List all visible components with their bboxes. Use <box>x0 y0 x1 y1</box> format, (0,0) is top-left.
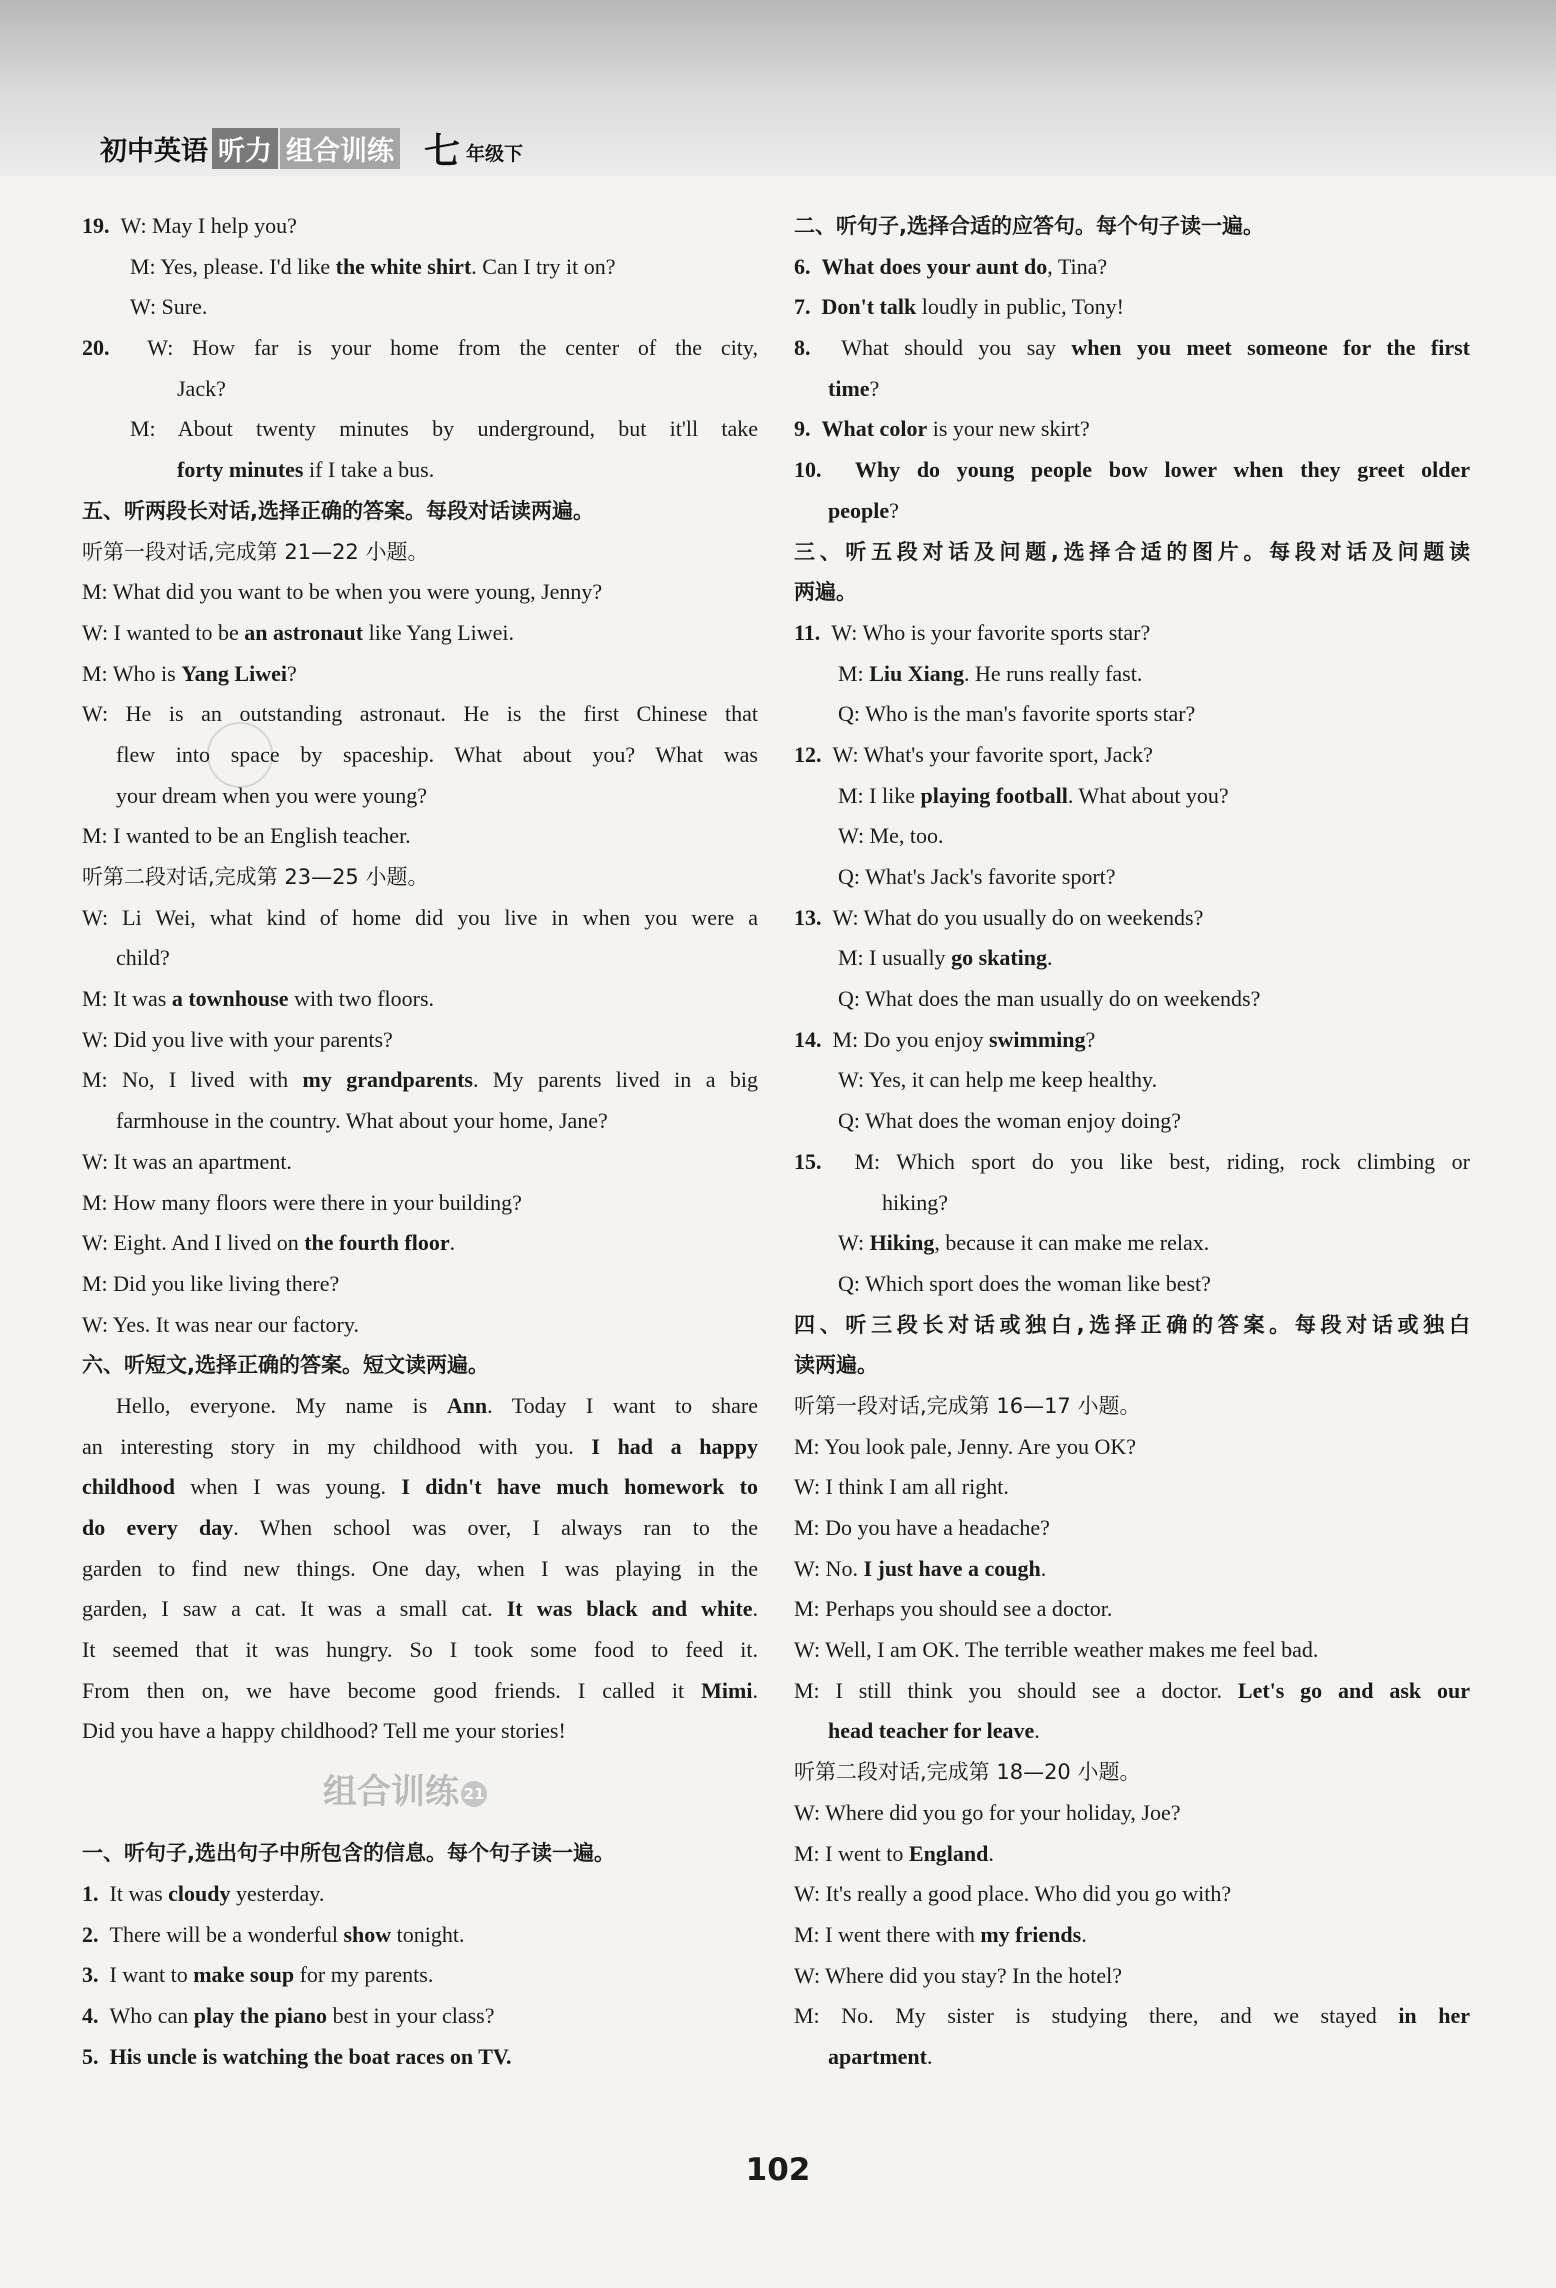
text-segment: M: I usually <box>838 945 952 971</box>
text-line <box>82 694 758 735</box>
text-line <box>82 1020 758 1061</box>
text-segment: Q: What's Jack's favorite sport? <box>838 864 1116 889</box>
text-line <box>794 409 1470 450</box>
text-segment: 20. <box>82 335 110 361</box>
text-segment: playing football <box>920 782 1068 808</box>
text-line <box>82 898 758 939</box>
text-line <box>82 572 758 613</box>
text-segment: , because it can make me relax. <box>934 1230 1210 1256</box>
text-segment: in her <box>1398 2003 1470 2029</box>
text-line <box>794 1793 1470 1834</box>
text-segment: . He runs really fast. <box>963 660 1143 686</box>
text-segment: 12. <box>794 741 822 767</box>
text-segment: W: Eight. And I lived on <box>82 1230 305 1256</box>
text-segment: 15. <box>794 1148 822 1174</box>
text-segment: What should you say <box>810 335 1072 361</box>
text-segment: 14. <box>794 1026 822 1052</box>
section-heading <box>794 1345 1470 1386</box>
section-heading <box>82 1833 758 1874</box>
text-segment: M: Who is <box>82 660 182 686</box>
text-line <box>82 409 758 450</box>
text-segment: . Can I try it on? <box>471 253 616 279</box>
text-segment: 7. <box>794 294 811 320</box>
text-segment: M: Did you like living there? <box>82 1270 340 1296</box>
text-segment: forty minutes <box>177 457 304 483</box>
text-segment: head teacher for leave <box>828 1718 1035 1744</box>
text-segment: 13. <box>794 904 822 930</box>
text-segment: do every day <box>82 1515 234 1540</box>
text-line <box>794 1427 1470 1468</box>
text-segment: 听第二段对话,完成第 23—25 小题。 <box>82 865 429 889</box>
text-segment: W: <box>838 1230 870 1256</box>
text-segment: an astronaut <box>244 619 364 645</box>
text-line <box>794 328 1470 369</box>
text-segment: Let's go and ask our <box>1237 1677 1470 1703</box>
text-segment: W: It's really a good place. Who did you go with? <box>794 1881 1232 1907</box>
text-line <box>794 1956 1470 1997</box>
text-segment: ? <box>286 660 297 686</box>
tag-combo-training: 组合训练 <box>280 128 400 169</box>
text-segment: W: May I help you? <box>109 213 297 238</box>
text-segment: 2. <box>82 1921 99 1947</box>
text-segment: 8. <box>794 335 811 361</box>
text-segment: Hiking <box>869 1230 935 1256</box>
text-segment: What color <box>821 416 928 442</box>
text-segment: Did you have a happy childhood? Tell me your stories! <box>82 1718 566 1744</box>
page-number: 102 <box>745 2152 811 2188</box>
text-line <box>794 938 1470 979</box>
text-segment: farmhouse in the country. What about your home, Jane? <box>116 1108 608 1134</box>
text-line <box>794 1386 1470 1427</box>
text-segment: 6. <box>794 253 811 279</box>
text-segment: M: Yes, please. I'd like <box>130 253 336 279</box>
text-segment: 一、听句子,选出句子中所包含的信息。每个句子读一遍。 <box>82 1841 615 1866</box>
text-segment: M: I like <box>838 782 921 808</box>
text-segment: Q: Which sport does the woman like best? <box>838 1270 1211 1296</box>
text-segment: yesterday. <box>230 1880 325 1906</box>
text-line <box>82 247 758 288</box>
text-segment: I just have a cough <box>863 1555 1041 1581</box>
text-segment: 听第一段对话,完成第 21—22 小题。 <box>82 539 429 564</box>
text-segment: loudly in public, Tony! <box>916 294 1124 320</box>
text-segment: Q: What does the woman enjoy doing? <box>838 1108 1181 1134</box>
text-segment: I had a happy <box>591 1433 758 1459</box>
text-segment: From then on, we have become good friends. I called it <box>82 1677 702 1703</box>
text-segment: . Today I want to share <box>487 1392 758 1418</box>
text-line <box>794 1711 1470 1752</box>
text-segment: . My parents lived in a big <box>472 1067 758 1093</box>
text-line <box>82 1060 758 1101</box>
text-segment: M: What did you want to be when you were young, Jenny? <box>82 579 603 605</box>
text-segment: flew into space by spaceship. What about you? What was <box>116 741 758 767</box>
text-line <box>794 1101 1470 1142</box>
text-segment: child? <box>116 945 170 971</box>
text-segment: . <box>1047 945 1053 971</box>
text-segment: ? <box>869 375 880 401</box>
series-label: 初中英语 <box>100 135 208 167</box>
text-line <box>794 1874 1470 1915</box>
text-line <box>82 450 758 491</box>
text-segment: . <box>752 1677 758 1703</box>
text-segment: Don't talk <box>821 294 917 320</box>
combo-title-text: 组合训练 <box>323 1772 459 1813</box>
text-line <box>794 491 1470 532</box>
text-segment: Jack? <box>177 375 226 401</box>
text-line <box>82 735 758 776</box>
text-line <box>82 938 758 979</box>
text-line <box>82 979 758 1020</box>
text-segment: when I was young. <box>174 1474 402 1500</box>
text-segment: 3. <box>82 1962 99 1988</box>
text-line <box>794 1020 1470 1061</box>
text-segment: It seemed that it was hungry. So I took some food to feed it. <box>82 1637 758 1663</box>
text-segment: ? <box>1085 1026 1096 1052</box>
text-line <box>794 1508 1470 1549</box>
left-column <box>82 206 758 2077</box>
text-line <box>82 532 758 573</box>
text-segment: It was <box>98 1880 169 1906</box>
text-segment: . <box>1034 1718 1040 1744</box>
text-line <box>794 694 1470 735</box>
text-segment: M: No, I lived with <box>82 1067 303 1093</box>
section-heading <box>82 1345 758 1386</box>
text-segment: M: I went to <box>794 1840 909 1866</box>
text-segment: W: Li Wei, what kind of home did you live in when you were a <box>82 904 758 930</box>
text-line <box>82 1386 758 1427</box>
text-segment <box>811 294 822 319</box>
text-line <box>82 776 758 817</box>
text-segment: apartment <box>828 2043 927 2069</box>
text-segment: Why do young people bow lower when they greet older <box>854 457 1470 483</box>
text-segment: M: <box>838 660 870 686</box>
text-segment: M: I wanted to be an English teacher. <box>82 823 411 849</box>
text-segment: I want to <box>98 1962 194 1988</box>
text-segment: show <box>343 1921 392 1947</box>
text-line <box>82 1264 758 1305</box>
book-title <box>100 128 524 172</box>
text-segment: W: Did you live with your parents? <box>82 1026 393 1052</box>
text-line <box>82 1305 758 1346</box>
text-segment: go skating <box>951 945 1048 971</box>
text-segment: . What about you? <box>1067 782 1229 808</box>
section-heading <box>82 491 758 532</box>
text-line <box>794 1549 1470 1590</box>
section-heading <box>794 572 1470 613</box>
text-segment: Q: What does the man usually do on weekends? <box>838 986 1261 1012</box>
grade-label: 七 <box>424 130 461 172</box>
text-line <box>794 1060 1470 1101</box>
text-line <box>794 1264 1470 1305</box>
text-line <box>794 2037 1470 2078</box>
text-segment: is your new skirt? <box>927 416 1090 442</box>
text-line <box>82 1549 758 1590</box>
text-line <box>794 979 1470 1020</box>
text-segment: Q: Who is the man's favorite sports star? <box>838 701 1196 727</box>
text-line <box>82 1915 758 1956</box>
text-segment: M: It was <box>82 986 172 1012</box>
text-line <box>82 613 758 654</box>
text-segment: W: What do you usually do on weekends? <box>821 904 1204 930</box>
text-line <box>82 654 758 695</box>
text-segment: 二、听句子,选择合适的应答句。每个句子读一遍。 <box>794 214 1264 238</box>
text-segment: garden, I saw a cat. It was a small cat. <box>82 1596 507 1622</box>
text-segment: 六、听短文,选择正确的答案。短文读两遍。 <box>82 1353 489 1378</box>
text-line <box>82 1101 758 1142</box>
text-segment: M: Do you enjoy <box>821 1026 989 1052</box>
text-segment: . <box>752 1596 758 1622</box>
text-segment: There will be a wonderful <box>98 1921 344 1947</box>
text-segment: W: What's your favorite sport, Jack? <box>821 741 1153 767</box>
text-segment: the white shirt <box>335 253 472 279</box>
text-segment: W: Yes, it can help me keep healthy. <box>838 1067 1158 1093</box>
text-segment: M: About twenty minutes by underground, but it'll take <box>130 416 758 442</box>
text-line <box>82 287 758 328</box>
text-segment: M: You look pale, Jenny. Are you OK? <box>794 1433 1136 1459</box>
combo-number-badge: 21 <box>461 1781 487 1807</box>
text-segment: Hello, everyone. My name is <box>116 1392 447 1418</box>
text-line <box>82 1711 758 1752</box>
text-segment: England <box>908 1840 989 1866</box>
text-line <box>82 1955 758 1996</box>
section-heading <box>794 206 1470 247</box>
text-segment: . <box>926 2043 933 2069</box>
text-segment: cloudy <box>168 1880 231 1906</box>
text-segment: M: How many floors were there in your building? <box>82 1189 522 1215</box>
text-segment: W: I think I am all right. <box>794 1474 1009 1500</box>
section-heading <box>794 532 1470 573</box>
text-segment: , Tina? <box>1047 253 1108 279</box>
text-segment: the fourth floor <box>304 1230 450 1256</box>
text-segment: 1. <box>82 1880 99 1906</box>
page-header <box>0 0 1556 176</box>
text-segment: ? <box>889 497 899 523</box>
text-line <box>82 2037 758 2078</box>
text-segment: W: How far is your home from the center of the city, <box>109 335 758 361</box>
text-segment: Liu Xiang <box>869 660 964 686</box>
text-line <box>794 450 1470 491</box>
text-segment: W: Yes. It was near our factory. <box>82 1311 359 1337</box>
text-segment: when you meet someone for the first <box>1071 335 1470 361</box>
text-segment: swimming <box>988 1026 1086 1052</box>
text-line <box>794 816 1470 857</box>
text-segment <box>822 457 855 482</box>
text-segment: . <box>1040 1555 1047 1581</box>
text-segment: Who can <box>98 2002 194 2028</box>
text-segment: like Yang Liwei. <box>363 619 515 645</box>
text-line <box>82 1671 758 1712</box>
text-line <box>794 613 1470 654</box>
text-segment: W: Me, too. <box>838 823 944 849</box>
text-segment: with two floors. <box>288 986 435 1012</box>
text-segment: tonight. <box>391 1921 465 1947</box>
text-line <box>82 206 758 247</box>
text-segment: best in your class? <box>327 2002 495 2028</box>
text-segment: W: It was an apartment. <box>82 1148 292 1174</box>
text-segment: people <box>828 497 890 523</box>
text-segment: . When school was over, I always ran to the <box>233 1515 758 1540</box>
text-segment: Yang Liwei <box>181 660 287 686</box>
text-line <box>82 1467 758 1508</box>
text-line <box>82 1427 758 1468</box>
text-segment: an interesting story in my childhood with you. <box>82 1433 592 1459</box>
text-line <box>82 1589 758 1630</box>
text-segment: . <box>1081 1921 1087 1947</box>
combo-training-title <box>82 1752 758 1833</box>
text-segment: M: Which sport do you like best, riding, rock climbing or <box>821 1148 1470 1174</box>
text-line <box>794 654 1470 695</box>
text-segment: W: Where did you stay? In the hotel? <box>794 1962 1123 1988</box>
text-line <box>794 1915 1470 1956</box>
text-line <box>794 1142 1470 1183</box>
text-line <box>794 898 1470 939</box>
right-column <box>794 206 1470 2078</box>
text-segment: childhood <box>82 1474 175 1500</box>
text-segment: W: Sure. <box>130 294 208 320</box>
text-segment: my grandparents <box>302 1067 473 1093</box>
text-line <box>794 735 1470 776</box>
text-line <box>794 1752 1470 1793</box>
text-segment: a townhouse <box>171 986 289 1012</box>
text-line <box>794 857 1470 898</box>
text-segment: 五、听两段长对话,选择正确的答案。每段对话读两遍。 <box>82 498 594 523</box>
text-line <box>794 1589 1470 1630</box>
text-segment <box>811 254 822 279</box>
text-line <box>82 1223 758 1264</box>
text-line <box>794 247 1470 288</box>
text-segment: M: I went there with <box>794 1921 981 1947</box>
text-line <box>794 369 1470 410</box>
text-segment: What does your aunt do <box>821 253 1048 279</box>
tag-listening: 听力 <box>212 128 278 169</box>
text-line <box>82 1183 758 1224</box>
text-segment: 两遍。 <box>794 580 857 605</box>
text-segment: play the piano <box>193 2002 328 2028</box>
text-segment: my friends <box>980 1921 1082 1947</box>
section-heading <box>794 1305 1470 1346</box>
text-segment: 4. <box>82 2002 99 2028</box>
text-segment: 听第二段对话,完成第 18—20 小题。 <box>794 1760 1141 1785</box>
text-line <box>794 1996 1470 2037</box>
text-line <box>82 1996 758 2037</box>
text-segment: W: I wanted to be <box>82 619 245 645</box>
text-segment: I didn't have much homework to <box>401 1474 758 1500</box>
text-segment: M: I still think you should see a doctor. <box>794 1677 1238 1703</box>
text-segment: His uncle is watching the boat races on TV. <box>98 2043 512 2069</box>
text-segment: It was black and white <box>506 1596 753 1622</box>
text-line <box>794 1834 1470 1875</box>
text-segment: Mimi <box>701 1677 753 1703</box>
text-segment: 11. <box>794 619 821 645</box>
text-segment: 10. <box>794 457 822 483</box>
text-segment: 5. <box>82 2043 99 2069</box>
text-segment: W: Where did you go for your holiday, Joe? <box>794 1799 1181 1825</box>
text-segment: garden to find new things. One day, when I was playing in the <box>82 1555 758 1581</box>
text-line <box>82 1508 758 1549</box>
text-segment: M: Do you have a headache? <box>794 1515 1050 1540</box>
text-line <box>82 369 758 410</box>
text-line <box>794 287 1470 328</box>
grade-suffix: 年级下 <box>466 142 524 165</box>
text-line <box>82 1630 758 1671</box>
text-line <box>82 857 758 898</box>
text-segment: Ann <box>446 1392 488 1418</box>
text-segment: M: Perhaps you should see a doctor. <box>794 1596 1113 1622</box>
text-segment: make soup <box>193 1962 295 1988</box>
text-segment: if I take a bus. <box>303 457 435 483</box>
text-segment: your dream when you were young? <box>116 782 427 808</box>
text-line <box>82 328 758 369</box>
text-segment: W: Well, I am OK. The terrible weather makes me feel bad. <box>794 1637 1319 1663</box>
text-segment: hiking? <box>882 1189 948 1215</box>
text-segment: 听第一段对话,完成第 16—17 小题。 <box>794 1393 1141 1418</box>
text-segment <box>811 416 822 441</box>
text-segment: . <box>988 1840 994 1866</box>
text-segment: 19. <box>82 213 110 238</box>
text-line <box>794 1223 1470 1264</box>
text-segment: time <box>828 375 870 401</box>
text-segment: 四、听三段长对话或独白,选择正确的答案。每段对话或独白 <box>794 1312 1470 1337</box>
text-segment: for my parents. <box>294 1962 434 1988</box>
text-segment: W: No. <box>794 1555 864 1581</box>
text-segment: W: He is an outstanding astronaut. He is the first Chinese that <box>82 701 758 727</box>
text-line <box>82 1874 758 1915</box>
text-line <box>82 816 758 857</box>
text-line <box>82 1142 758 1183</box>
text-segment: 9. <box>794 416 811 442</box>
text-line <box>794 776 1470 817</box>
text-segment: 三、听五段对话及问题,选择合适的图片。每段对话及问题读 <box>794 539 1470 564</box>
text-line <box>794 1671 1470 1712</box>
text-segment: 读两遍。 <box>794 1353 878 1378</box>
text-segment: . <box>449 1230 456 1256</box>
text-segment: M: No. My sister is studying there, and we stayed <box>794 2003 1399 2029</box>
text-segment: W: Who is your favorite sports star? <box>820 619 1151 645</box>
text-line <box>794 1630 1470 1671</box>
text-line <box>794 1467 1470 1508</box>
text-line <box>794 1183 1470 1224</box>
